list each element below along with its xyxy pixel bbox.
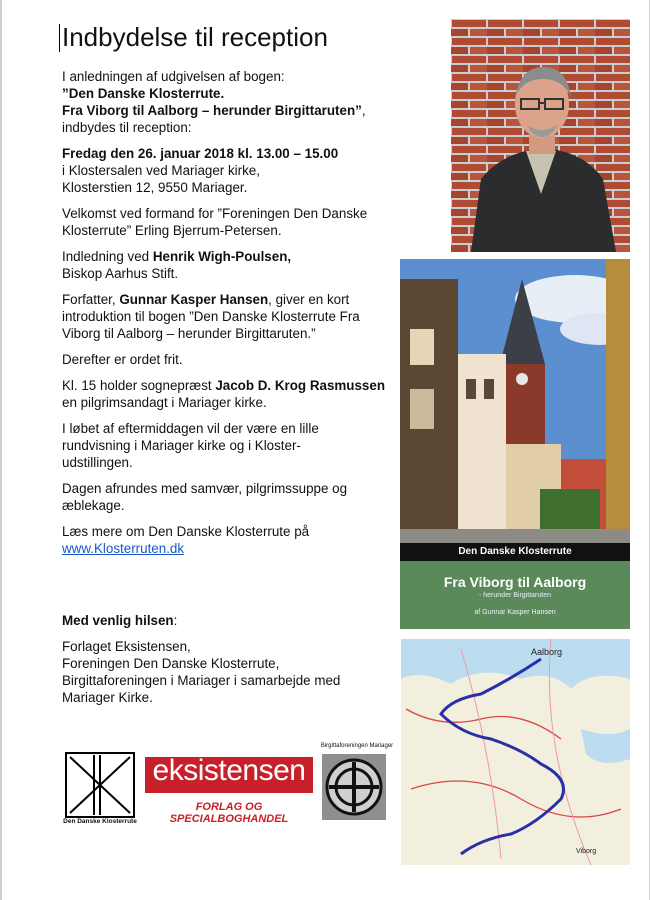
map-city-south: Viborg	[576, 848, 597, 855]
welcome-line1: Velkomst ved formand for ”Foreningen Den Danske	[62, 206, 368, 221]
page-edge-left	[0, 0, 2, 900]
ending-line1: Dagen afrundes med samvær, pilgrimssuppe og	[62, 481, 348, 496]
klosterrute-logo-label: Den Danske Klosterrute	[63, 818, 137, 825]
ending-paragraph	[62, 480, 392, 514]
tour-line3: udstillingen.	[62, 455, 133, 470]
cover-subtitle: - herunder Birgittaruten	[479, 592, 551, 599]
birgitta-logo	[322, 754, 386, 820]
cover-title: Fra Viborg til Aalborg	[443, 574, 587, 590]
map-image	[401, 639, 630, 865]
free-word-paragraph: Derefter er ordet frit.	[62, 352, 183, 367]
prayer-name: Jacob D. Krog Rasmussen	[215, 378, 386, 393]
ending-line2: æblekage.	[62, 498, 125, 513]
more-line1: Læs mere om Den Danske Klosterrute på	[62, 524, 310, 539]
author-name: Gunnar Kasper Hansen	[119, 292, 269, 307]
book-title-comma: ,	[361, 103, 366, 118]
portrait-photo	[451, 19, 630, 252]
signers-paragraph	[62, 638, 392, 706]
tour-line2: rundvisning i Mariager kirke og i Kloster-	[62, 438, 301, 453]
birgitta-logo-label: Birgittaforeningen Mariager	[320, 743, 394, 749]
place-line1: i Klostersalen ved Mariager kirke,	[62, 163, 260, 178]
cover-series: Den Danske Klosterrute	[458, 546, 572, 557]
prayer-paragraph	[62, 377, 392, 411]
greeting-paragraph	[62, 612, 392, 629]
intro-paragraph	[62, 68, 392, 136]
route-map	[401, 639, 630, 865]
date-time: Fredag den 26. januar 2018 kl. 13.00 – 15.00	[62, 146, 339, 161]
date-paragraph	[62, 145, 392, 196]
intro-speech-paragraph	[62, 248, 392, 282]
intro-line: I anledningen af udgivelsen af bogen:	[62, 69, 285, 84]
tour-paragraph	[62, 420, 392, 471]
klosterruten-link[interactable]: www.Klosterruten.dk	[62, 541, 185, 556]
intro-speech-prefix: Indledning ved	[62, 249, 153, 264]
prayer-prefix: Kl. 15 holder sognepræst	[62, 378, 216, 393]
eksistensen-logo-tagline: FORLAG OG SPECIALBOGHANDEL	[169, 801, 289, 825]
greeting-colon: :	[173, 613, 178, 628]
portrait-image	[451, 19, 630, 252]
text-cursor	[59, 24, 60, 52]
eksistensen-logo-name: eksistensen	[152, 754, 306, 787]
prayer-line2: en pilgrimsandagt i Mariager kirke.	[62, 395, 267, 410]
invite-line: indbydes til reception:	[62, 120, 192, 135]
signature-block	[62, 612, 392, 715]
document-title: Indbydelse til reception	[62, 22, 328, 52]
author-line3: Viborg til Aalborg – herunder Birgittaruten.”	[62, 326, 316, 341]
author-rest: , giver en kort	[268, 292, 350, 307]
tour-line1: I løbet af eftermiddagen vil der være en lille	[62, 421, 319, 436]
book-cover	[400, 259, 630, 629]
map-city-north: Aalborg	[531, 647, 563, 657]
greeting: Med venlig hilsen	[62, 613, 174, 628]
welcome-line2: Klosterrute” Erling Bjerrum-Petersen.	[62, 223, 282, 238]
book-title-line2: Fra Viborg til Aalborg – herunder Birgittaruten”	[62, 103, 362, 118]
signer-line4: Mariager Kirke.	[62, 690, 153, 705]
signer-line2: Foreningen Den Danske Klosterrute,	[62, 656, 280, 671]
author-prefix: Forfatter,	[62, 292, 120, 307]
intro-speech-title: Biskop Aarhus Stift.	[62, 266, 179, 281]
signer-line1: Forlaget Eksistensen,	[62, 639, 191, 654]
book-cover-image	[400, 259, 630, 549]
cover-author: af Gunnar Kasper Hansen	[474, 609, 556, 616]
welcome-paragraph	[62, 205, 392, 239]
body-text	[62, 68, 392, 566]
place-line2: Klosterstien 12, 9550 Mariager.	[62, 180, 248, 195]
klosterrute-logo	[64, 751, 136, 827]
author-paragraph	[62, 291, 392, 342]
more-paragraph	[62, 523, 392, 557]
author-line2: introduktion til bogen ”Den Danske Klosterrute Fra	[62, 309, 360, 324]
intro-speech-name: Henrik Wigh-Poulsen,	[152, 249, 292, 264]
book-title-line1: ”Den Danske Klosterrute.	[62, 86, 225, 101]
signer-line3: Birgittaforeningen i Mariager i samarbejde med	[62, 673, 341, 688]
